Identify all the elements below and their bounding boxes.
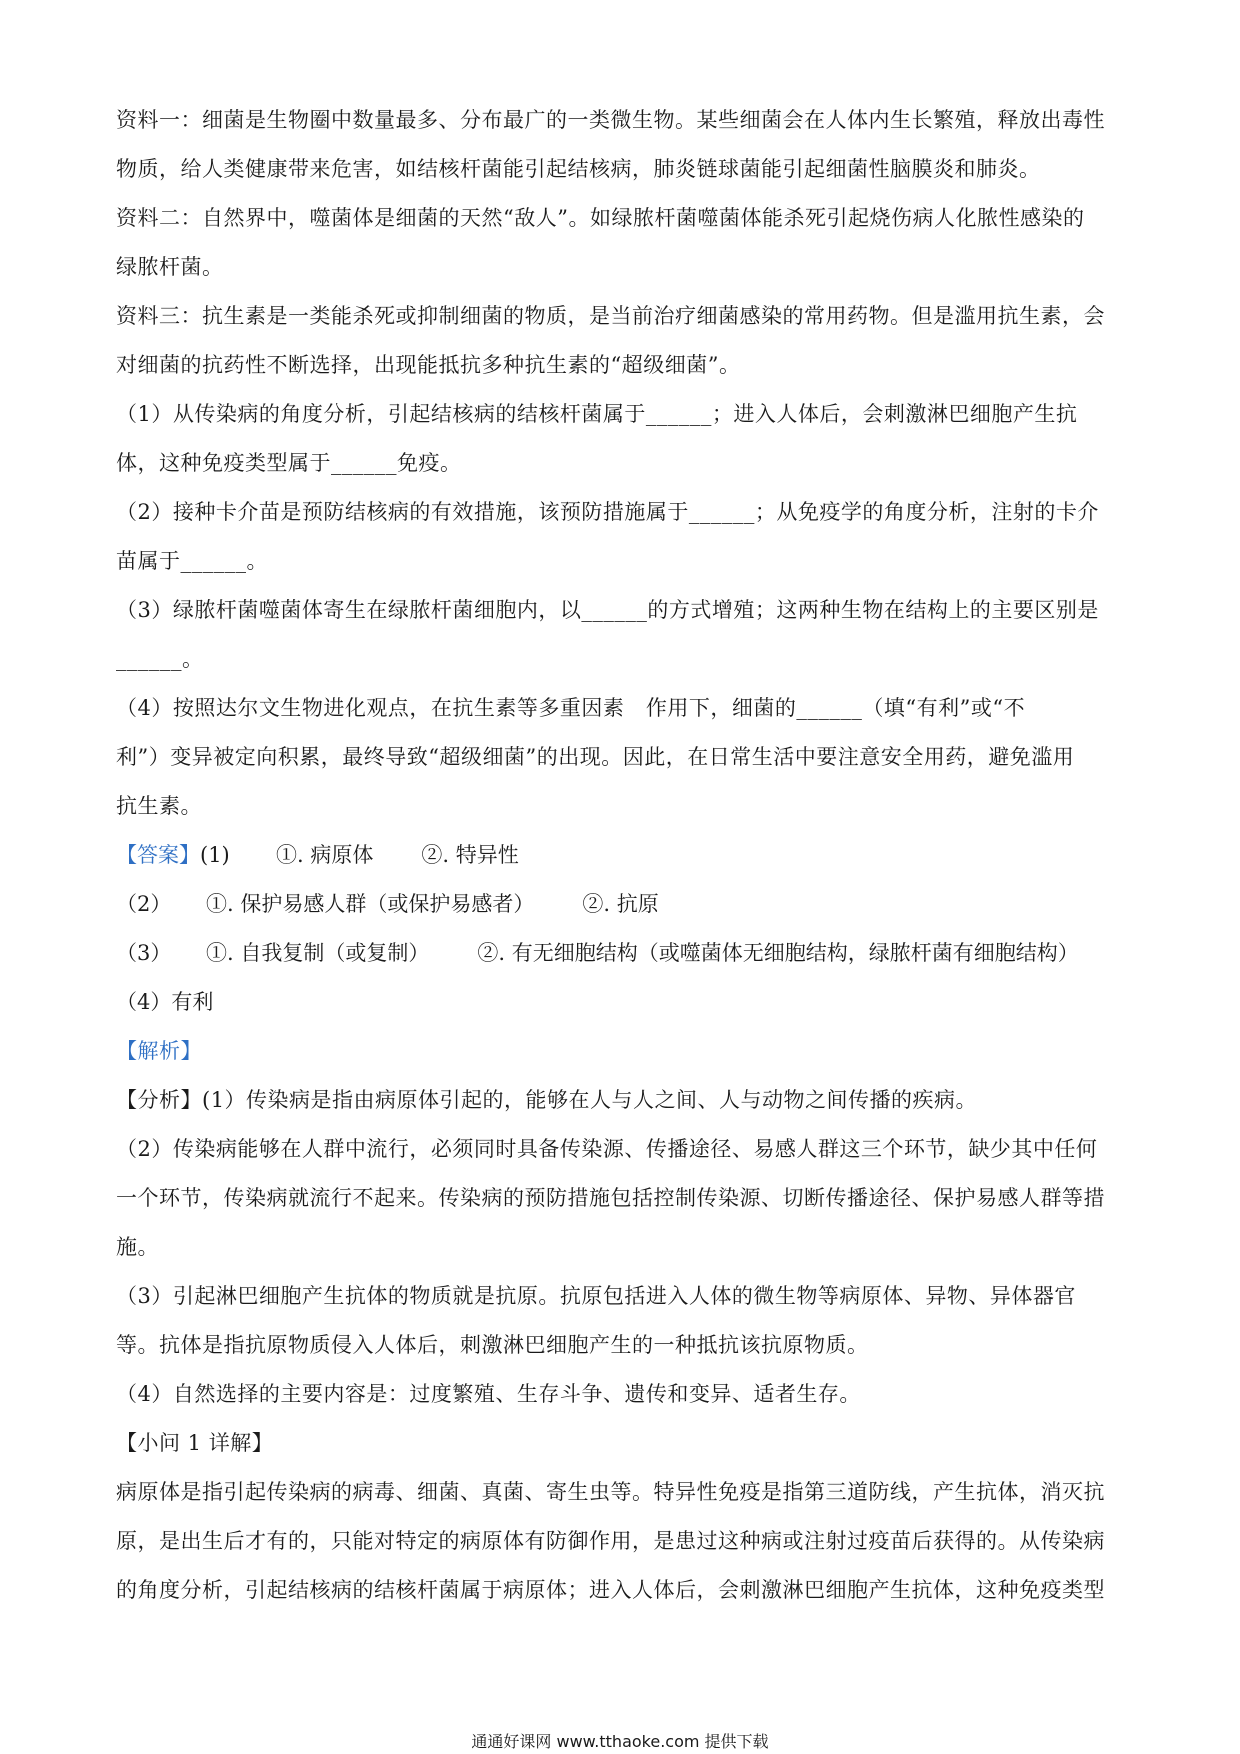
question-line: （3）绿脓杆菌噬菌体寄生在绿脓杆菌细胞内，以______的方式增殖；这两种生物在结构上的主要区别是: [116, 598, 1099, 622]
material-line: 资料二：自然界中，噬菌体是细菌的天然“敌人”。如绿脓杆菌噬菌体能杀死引起烧伤病人化脓性感染的: [116, 206, 1085, 230]
answer-label: 【答案】: [116, 843, 200, 867]
question-line: 抗生素。: [116, 794, 202, 818]
answer-number: （2）: [116, 892, 172, 916]
answer-option: ①. 保护易感人群（或保护易感者）: [206, 892, 535, 916]
answer-option: ①. 病原体: [276, 843, 374, 867]
analysis-line: 施。: [116, 1235, 159, 1259]
answer-row-4: [116, 978, 1126, 1027]
question-line: 苗属于______。: [116, 549, 268, 573]
material-line: 绿脓杆菌。: [116, 255, 224, 279]
answer-row-3: [116, 929, 1126, 978]
analysis-line: （3）引起淋巴细胞产生抗体的物质就是抗原。抗原包括进入人体的微生物等病原体、异物、异体器官: [116, 1284, 1076, 1308]
analysis-line: 【分析】(1）传染病是指由病原体引起的，能够在人与人之间、人与动物之间传播的疾病。: [116, 1088, 978, 1112]
answer-number: （3）: [116, 941, 172, 965]
analysis-line: （2）传染病能够在人群中流行，必须同时具备传染源、传播途径、易感人群这三个环节，缺少其中任何: [116, 1137, 1098, 1161]
analysis-line: （4）自然选择的主要内容是：过度繁殖、生存斗争、遗传和变异、适者生存。: [116, 1382, 861, 1406]
material-line: 资料三：抗生素是一类能杀死或抑制细菌的物质，是当前治疗细菌感染的常用药物。但是滥用抗生素，会: [116, 304, 1105, 328]
document-page: [116, 96, 1126, 1615]
question-line: 利”）变异被定向积累，最终导致“超级细菌”的出现。因此，在日常生活中要注意安全用药，避免滥用: [116, 745, 1075, 769]
analysis-line: 原，是出生后才有的，只能对特定的病原体有防御作用，是患过这种病或注射过疫苗后获得的。从传染病: [116, 1529, 1105, 1553]
answer-option: ②. 抗原: [582, 892, 659, 916]
answer-option: ②. 有无细胞结构（或噬菌体无细胞结构，绿脓杆菌有细胞结构）: [477, 941, 1079, 965]
analysis-line: 等。抗体是指抗原物质侵入人体后，刺激淋巴细胞产生的一种抵抗该抗原物质。: [116, 1333, 869, 1357]
subquestion-heading: 【小问 1 详解】: [116, 1431, 274, 1455]
material-line: 对细菌的抗药性不断选择，出现能抵抗多种抗生素的“超级细菌”。: [116, 353, 741, 377]
analysis-line: 的角度分析，引起结核病的结核杆菌属于病原体；进入人体后，会刺激淋巴细胞产生抗体，这种免疫类型: [116, 1578, 1105, 1602]
analysis-line: 病原体是指引起传染病的病毒、细菌、真菌、寄生虫等。特异性免疫是指第三道防线，产生抗体，消灭抗: [116, 1480, 1105, 1504]
material-line: 物质，给人类健康带来危害，如结核杆菌能引起结核病，肺炎链球菌能引起细菌性脑膜炎和肺炎。: [116, 157, 1041, 181]
answer-option: ①. 自我复制（或复制）: [206, 941, 430, 965]
question-line: （2）接种卡介苗是预防结核病的有效措施，该预防措施属于______；从免疫学的角度分析，注射的卡介: [116, 500, 1099, 524]
question-line: 体，这种免疫类型属于______免疫。: [116, 451, 462, 475]
answer-row-2: [116, 880, 1126, 929]
answer-number: (1): [200, 843, 230, 867]
page-footer: 通通好课网 www.tthaoke.com 提供下载: [471, 1732, 769, 1751]
question-line: （4）按照达尔文生物进化观点，在抗生素等多重因素 作用下，细菌的______（填“有利”或“不: [116, 696, 1026, 720]
material-line: 资料一：细菌是生物圈中数量最多、分布最广的一类微生物。某些细菌会在人体内生长繁殖，释放出毒性: [116, 108, 1105, 132]
answer-row-1: [116, 831, 1126, 880]
analysis-label: 【解析】: [116, 1039, 202, 1063]
question-line: （1）从传染病的角度分析，引起结核病的结核杆菌属于______；进入人体后，会刺激淋巴细胞产生抗: [116, 402, 1078, 426]
analysis-line: 一个环节，传染病就流行不起来。传染病的预防措施包括控制传染源、切断传播途径、保护易感人群等措: [116, 1186, 1105, 1210]
question-line: ______。: [116, 647, 204, 671]
answer-number: （4）有利: [116, 990, 214, 1014]
answer-option: ②. 特异性: [421, 843, 519, 867]
